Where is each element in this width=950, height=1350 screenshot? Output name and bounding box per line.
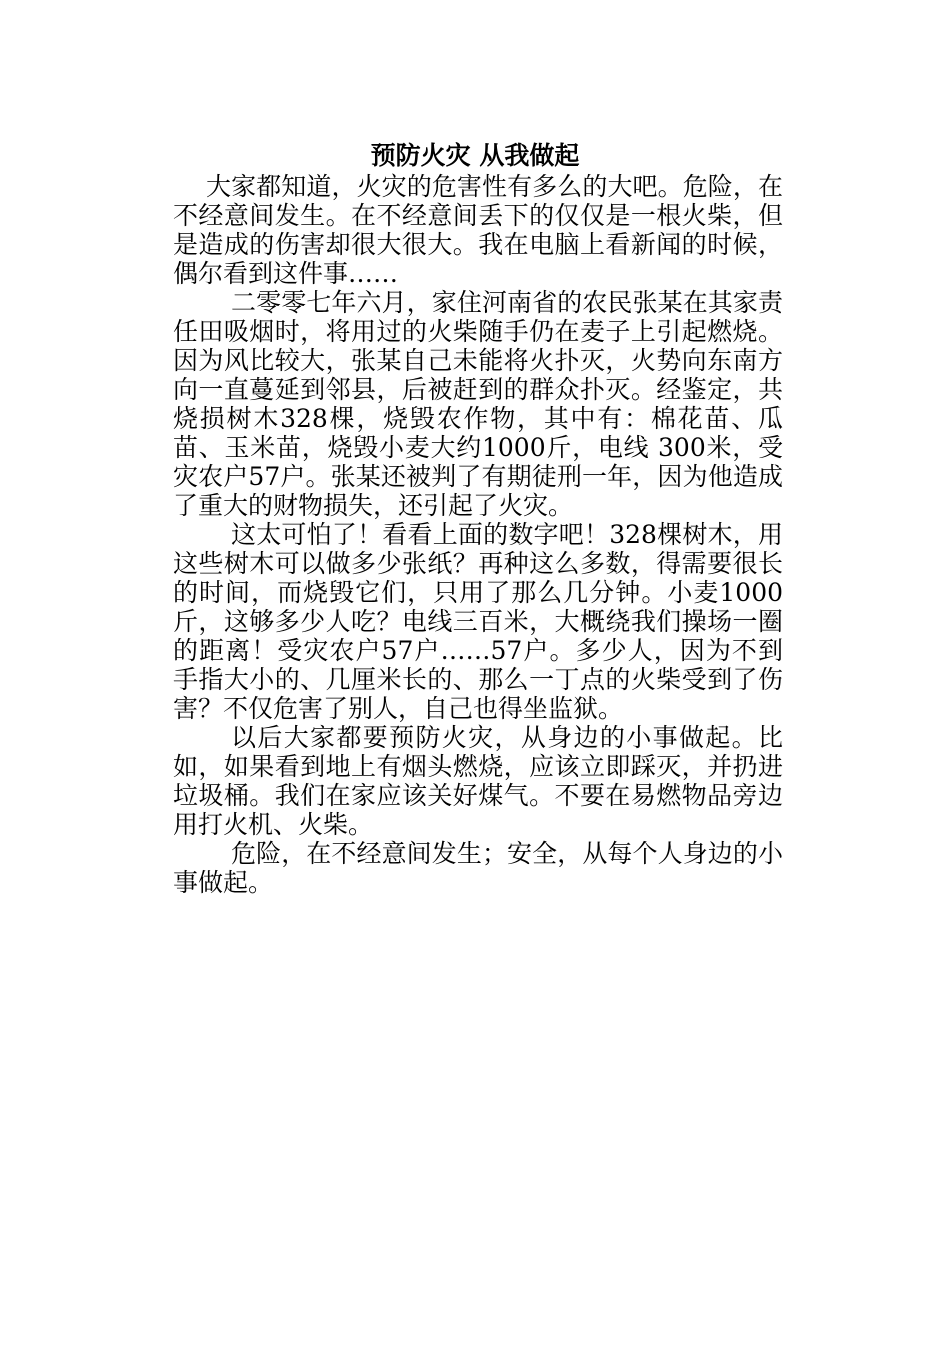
paragraph-news-story: 二零零七年六月，家住河南省的农民张某在其家责任田吸烟时，将用过的火柴随手仍在麦子上引起燃烧。因为风比较大，张某自己未能将火扑灭，火势向东南方向一直蔓延到邻县，后被赶到的群众扑灭。经鉴定，共烧损树木328棵，烧毁农作物，其中有：棉花苗、瓜苗、玉米苗，烧毁小麦大约1000斤，电线 300米，受灾农户57户。张某还被判了有期徒刑一年，因为他造成了重大的财物损失，还引起了火灾。: [173, 288, 783, 520]
document-title: 预防火灾 从我做起: [370, 141, 580, 170]
paragraph-reflection: 这太可怕了！看看上面的数字吧！328棵树木，用这些树木可以做多少张纸？再种这么多数，得需要很长的时间，而烧毁它们，只用了那么几分钟。小麦1000斤，这够多少人吃？电线三百米，大概绕我们操场一圈的距离！受灾农户57户……57户。多少人，因为不到手指大小的、几厘米长的、那么一丁点的火柴受到了伤害？不仅危害了别人，自己也得坐监狱。: [173, 520, 783, 723]
paragraph-prevention-tips: 以后大家都要预防火灾，从身边的小事做起。比如，如果看到地上有烟头燃烧，应该立即踩灭，并扔进垃圾桶。我们在家应该关好煤气。不要在易燃物品旁边用打火机、火柴。: [173, 723, 783, 839]
paragraph-intro: 大家都知道，火灾的危害性有多么的大吧。危险，在不经意间发生。在不经意间丢下的仅仅是一根火柴，但是造成的伤害却很大很大。我在电脑上看新闻的时候，偶尔看到这件事……: [173, 172, 783, 288]
document-body: [173, 172, 783, 897]
paragraph-conclusion: 危险，在不经意间发生；安全，从每个人身边的小事做起。: [173, 839, 783, 897]
